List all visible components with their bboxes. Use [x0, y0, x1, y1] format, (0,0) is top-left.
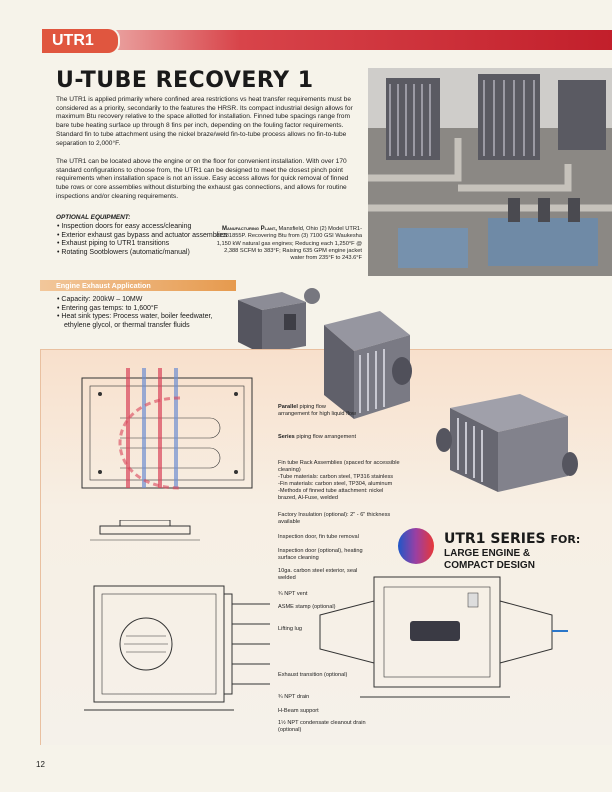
label-vent: ¾ NPT vent	[278, 591, 308, 597]
label-parallel: Parallel piping flow arrangement for high liquid flow	[278, 404, 357, 417]
list-item: • Exterior exhaust gas bypass and actuator assemblies	[56, 232, 236, 241]
label-asme: ASME stamp (optional)	[278, 604, 336, 610]
intro-paragraph-2: The UTR1 can be located above the engine or on the floor for convenient installation. With over 170 standard configurations to choose from, the UTR1 can be designed to meet the closest pinch point requirements when installation space is not an issue. Easy access allows for quick removal of finned tube rows or core assemblies without disturbing the exhaust gas connections, and allows for routine inspections and/or cleaning requirements.	[56, 158, 349, 200]
label-exhaust-transition: Exhaust transition (optional)	[278, 672, 348, 678]
series-subtitle: LARGE ENGINE & COMPACT DESIGN	[444, 548, 535, 571]
list-item: • Inspection doors for easy access/cleaning	[56, 223, 236, 232]
list-item: • Entering gas temps: to 1,600°F	[56, 305, 226, 314]
label-insulation: Factory Insulation (optional): 2" - 6" thickness available	[278, 512, 391, 525]
label-drain: ¾ NPT drain	[278, 694, 310, 700]
application-list	[56, 296, 226, 330]
top-view-drawing	[90, 520, 200, 546]
list-item: • Exhaust piping to UTR1 transitions	[56, 240, 236, 249]
label-door-removal: Inspection door, fin tube removal	[278, 534, 359, 540]
label-series: Series piping flow arrangement	[278, 434, 357, 440]
list-item: • Rotating Sootblowers (automatic/manual)	[56, 249, 236, 258]
page-title: U-TUBE RECOVERY 1	[56, 68, 314, 93]
caption-text: Mansfield, Ohio (2) Model UTR1-81281855P. Recovering Btu from (3) 7100 GSI Waukesha 1,150 kW natural gas engines; Reducing each 1,250°F @ 2,388 SCFM to 383°F; Raising 635 GPM engine jacket water from 235°F to 243.6°F	[216, 226, 362, 262]
series-orb-icon	[398, 528, 434, 564]
list-item: • Capacity: 200kW – 10MW	[56, 296, 226, 305]
elevation-drawing	[300, 565, 572, 715]
series-title: UTR1 SERIES FOR:	[444, 531, 581, 547]
photo-caption	[212, 226, 362, 262]
unit-render-small	[226, 280, 322, 358]
label-condensate: 1½ NPT condensate cleanout drain (optional)	[278, 720, 366, 733]
unit-render-large	[430, 388, 580, 498]
section-tag: UTR1	[42, 29, 118, 53]
label-methods: -Methods of finned tube attachment: nickel brazed, Al-Fuse, welded	[278, 488, 384, 501]
application-title: Engine Exhaust Application	[56, 281, 151, 290]
label-fin-materials: -Fin materials: carbon steel, TP304, aluminum	[278, 481, 393, 487]
label-gauge: 10ga. carbon steel exterior, seal welded	[278, 568, 358, 581]
label-door-optional: Inspection door (optional), heating surface cleaning	[278, 548, 363, 561]
label-hbeam: H-Beam support	[278, 708, 319, 714]
front-view-drawing	[60, 358, 276, 508]
page-number: 12	[36, 760, 45, 769]
label-tube-materials: -Tube materials: carbon steel, TP316 stainless	[278, 474, 394, 480]
plant-photo	[368, 68, 612, 276]
label-lifting: Lifting lug	[278, 626, 302, 632]
label-fin-tube: Fin tube Rack Assemblies (spaced for accessible cleaning)	[278, 460, 400, 473]
intro-paragraph-1: The UTR1 is applied primarily where confined area restrictions vs heat transfer requirements must be considered as a priority, secondarily to the features the HRSR. Its compact industrial design allows for maximum Btu recovery relative to the space allotted for installation. Finned tube spacings range from bare tube heating surface up through 8 fins per inch, depending on the fouling factor requirements. Standard fin to tube attachment using the nickel braze/weld fin-to-tube process allows no fin-to-tube separation to 2,000°F.	[56, 96, 353, 147]
caption-lead: Manufacturing Plant,	[221, 226, 277, 232]
header-bar	[40, 30, 612, 50]
list-item: • Heat sink types: Process water, boiler feedwater, ethylene glycol, or thermal transfer fluids	[56, 313, 226, 330]
optional-equipment-title: OPTIONAL EQUIPMENT:	[56, 214, 131, 221]
side-view-drawing	[84, 570, 274, 720]
optional-equipment-list	[56, 223, 236, 257]
